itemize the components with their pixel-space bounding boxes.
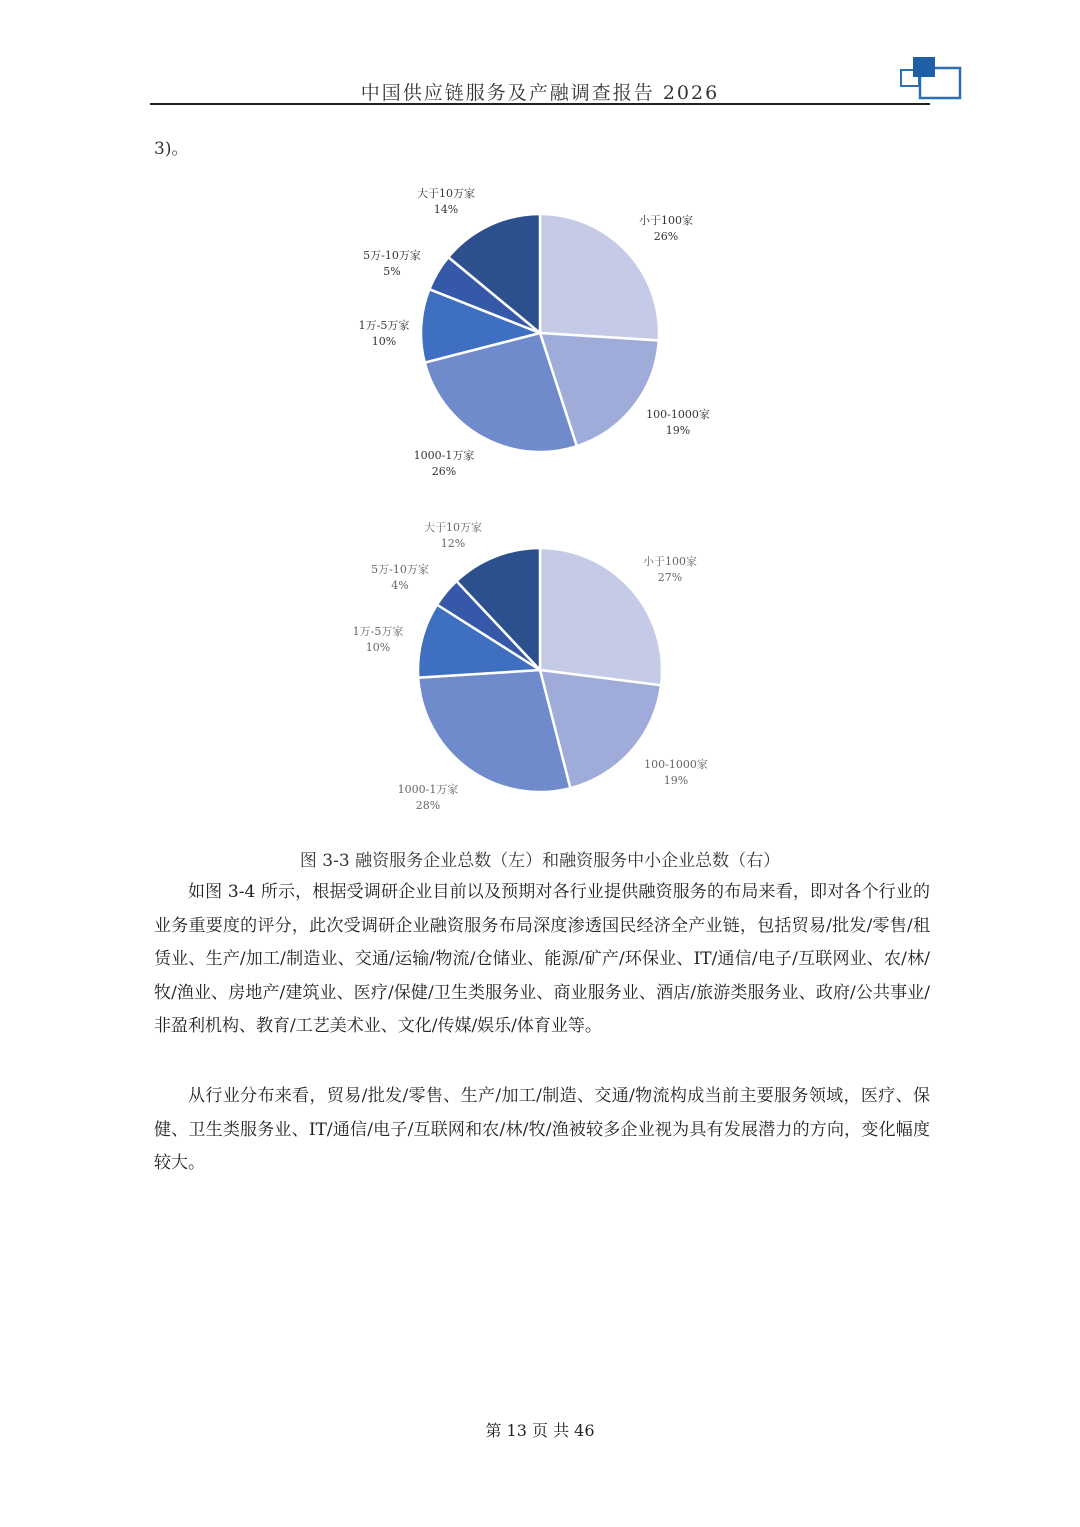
slice-category-label: 1万-5万家 [352, 625, 404, 638]
slice-category-label: 1万-5万家 [358, 319, 410, 332]
body-paragraph-1: 如图 3-4 所示，根据受调研企业目前以及预期对各行业提供融资服务的布局来看，即对各个行业的业务重要度的评分，此次受调研企业融资服务布局深度渗透国民经济全产业链，包括贸易/批发/零售/租赁业、生产/加工/制造业、交通/运输/物流/仓储业、能源/矿产/环保业、IT/通信/电子/互联网业、农/林/牧/渔业、房地产/建筑业、医疗/保健/卫生类服务业、商业服务业、酒店/旅游类服务业、政府/公共事业/非盈利机构、教育/工艺美术业、文化/传媒/娱乐/体育业等。 [154, 882, 930, 1037]
slice-value-label: 10% [371, 335, 397, 348]
slice-value-label: 26% [653, 230, 679, 243]
slice-value-label: 19% [663, 774, 689, 787]
slice-value-label: 14% [433, 203, 459, 216]
pie-slice [540, 548, 662, 685]
report-logo-icon [898, 52, 964, 102]
slice-value-label: 26% [431, 465, 457, 478]
page-number: 第 13 页 共 46 [485, 1421, 595, 1440]
slice-category-label: 100-1000家 [646, 408, 710, 421]
continuation-text: 3)。 [154, 139, 189, 159]
slice-category-label: 5万-10万家 [363, 249, 421, 262]
slice-category-label: 100-1000家 [644, 758, 708, 771]
slice-category-label: 小于100家 [639, 214, 693, 227]
slice-value-label: 19% [665, 424, 691, 437]
slice-value-label: 27% [657, 571, 683, 584]
slice-category-label: 小于100家 [643, 555, 697, 568]
slice-value-label: 10% [365, 641, 391, 654]
slice-value-label: 12% [440, 537, 466, 550]
slice-category-label: 大于10万家 [417, 187, 475, 200]
figure-caption: 图 3-3 融资服务企业总数（左）和融资服务中小企业总数（右） [299, 851, 781, 871]
slice-category-label: 1000-1万家 [397, 783, 459, 796]
header-rule [150, 103, 930, 105]
slice-value-label: 5% [383, 265, 401, 278]
pie-slice [540, 214, 659, 340]
pie-chart-right [340, 515, 740, 815]
slice-category-label: 1000-1万家 [413, 449, 475, 462]
slice-category-label: 大于10万家 [424, 521, 482, 534]
slice-value-label: 4% [391, 579, 409, 592]
slice-value-label: 28% [415, 799, 441, 812]
pie-chart-left [340, 178, 740, 478]
body-paragraph-2: 从行业分布来看，贸易/批发/零售、生产/加工/制造、交通/物流构成当前主要服务领域，医疗、保健、卫生类服务业、IT/通信/电子/互联网和农/林/牧/渔被较多企业视为具有发展潜力的方向，变化幅度较大。 [154, 1086, 930, 1174]
slice-category-label: 5万-10万家 [371, 563, 429, 576]
header-title: 中国供应链服务及产融调查报告 2026 [360, 82, 720, 104]
